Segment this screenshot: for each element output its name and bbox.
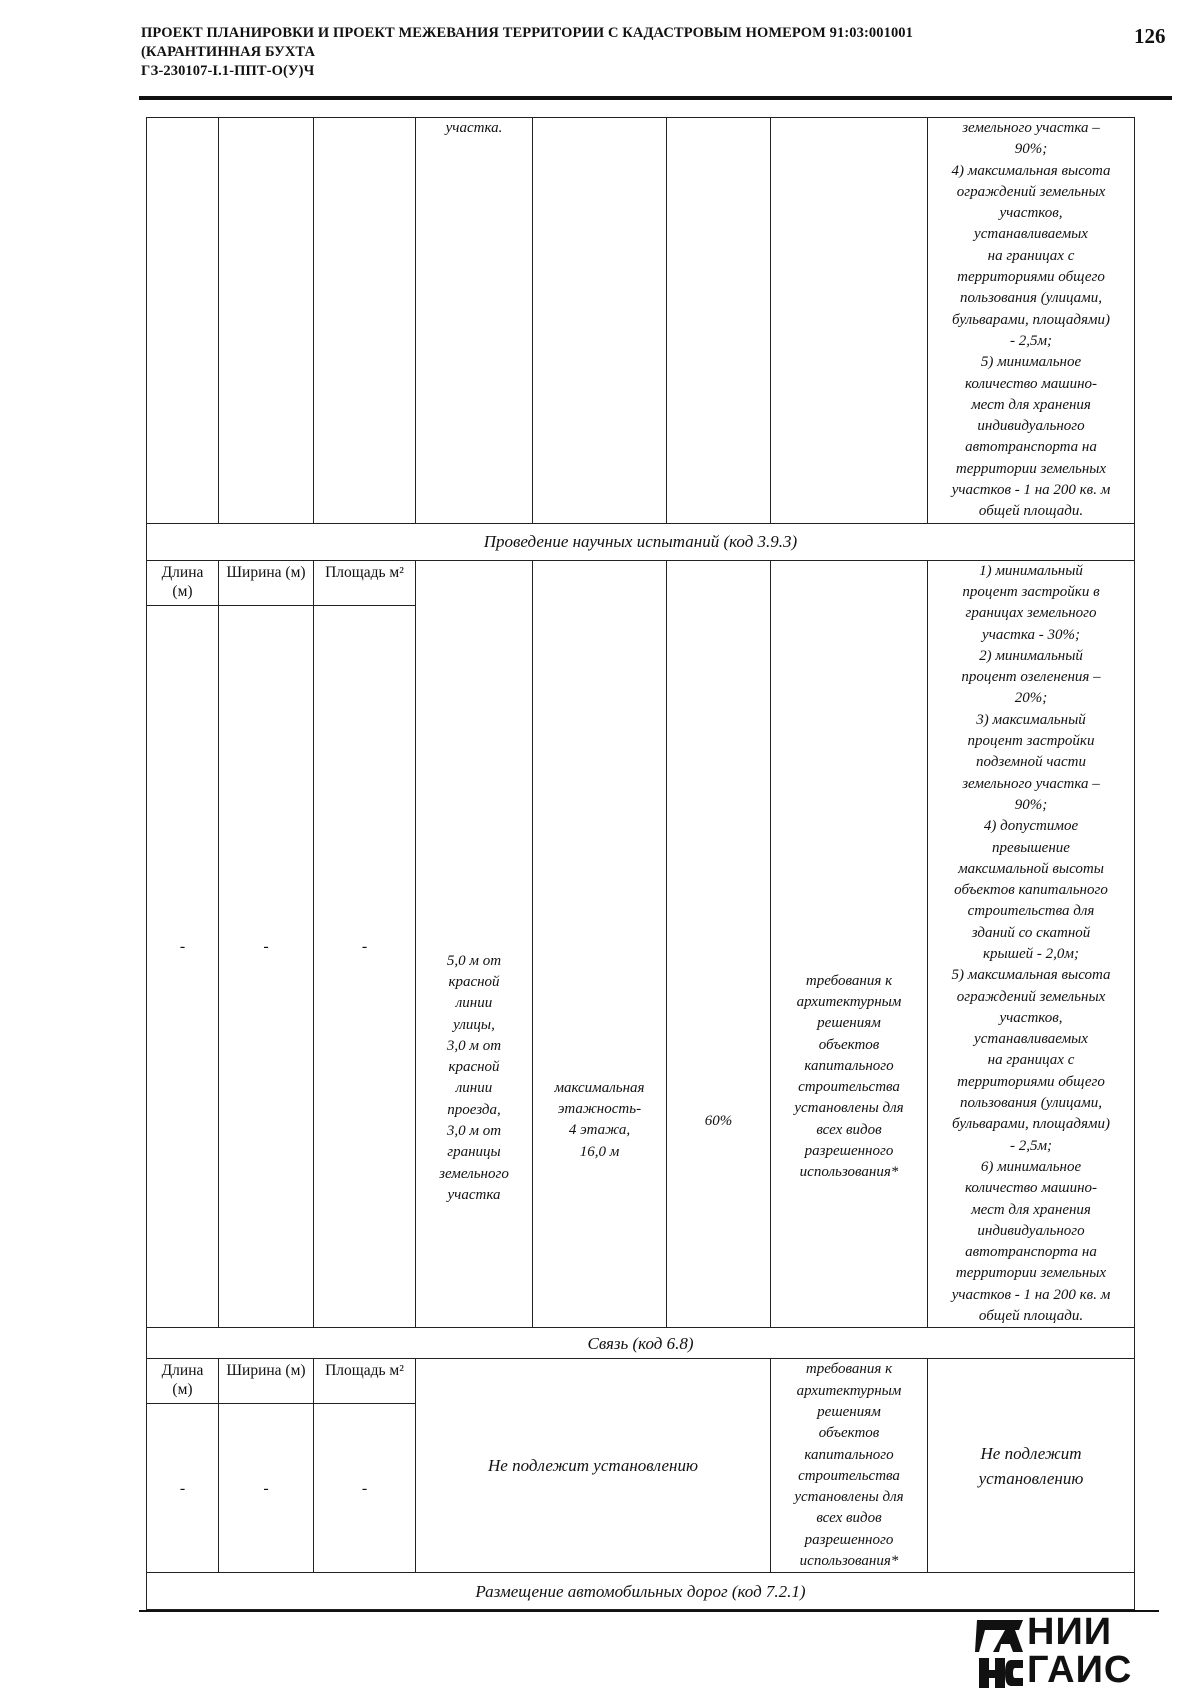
text-line: участка - 30%; (982, 626, 1080, 643)
text-line: максимальной высоты (958, 860, 1104, 877)
text-line: участков - 1 на 200 кв. м (951, 482, 1111, 499)
area-value: - (314, 605, 416, 1328)
params-not-set: Не подлежит установлению (978, 1443, 1084, 1488)
setback-cell (416, 560, 533, 1328)
section-title: Размещение автомобильных дорог (код 7.2.1) (147, 1573, 1135, 1610)
logo-line-2: ГАИС (1027, 1649, 1133, 1691)
text-line: архитектурным (796, 993, 902, 1010)
text-line: 4) допустимое (983, 818, 1079, 835)
text-line: бульварами, площадями) (952, 1116, 1110, 1133)
section-title: Проведение научных испытаний (код 3.9.3) (147, 523, 1135, 560)
text-line: мест для хранения (971, 396, 1091, 413)
text-line: общей площади. (978, 503, 1084, 520)
text-line: границах земельного (965, 605, 1097, 622)
header-title-line-2: (КАРАНТИННАЯ БУХТА (141, 44, 316, 60)
column-header-area: Площадь м² (314, 560, 416, 605)
text-line: разрешенного (804, 1143, 894, 1160)
text-line: процент застройки в (962, 583, 1100, 600)
text-line: 5) минимальное (980, 354, 1082, 371)
text-line: участков, (999, 1009, 1063, 1026)
logo-mark-icon (975, 1616, 1025, 1692)
params-list (932, 118, 1130, 523)
text-line: - 2,5м; (1009, 332, 1053, 349)
header-rule (139, 96, 1172, 100)
text-line: пользования (улицами, (959, 1095, 1103, 1112)
text-line: 4 этажа, (568, 1122, 631, 1139)
text-line: количество машино- (964, 1180, 1098, 1197)
params-cell (928, 560, 1135, 1328)
text-line: 1) минимальный (979, 562, 1083, 579)
requirements-cell (771, 560, 928, 1328)
text-line: строительства для (967, 903, 1095, 920)
text-line: земельного участка – (962, 775, 1100, 792)
text-line: пользования (улицами, (959, 290, 1103, 307)
setback-cell: участка. (416, 118, 533, 524)
text-line: 3,0 м от (446, 1123, 502, 1140)
table-row-header (147, 560, 1135, 605)
table-row-continuation (147, 118, 1135, 524)
text-line: разрешенного (804, 1531, 894, 1548)
section-title-row (147, 523, 1135, 560)
text-line: 4) максимальная высота (951, 162, 1111, 179)
text-line: линии (455, 995, 493, 1012)
text-line: процент озеленения – (961, 669, 1101, 686)
section-title-row (147, 1328, 1135, 1359)
text-line: на границах с (987, 247, 1075, 264)
text-line: 90%; (1014, 141, 1048, 158)
text-line: архитектурным (796, 1382, 902, 1399)
text-line: капитального (804, 1446, 894, 1463)
text-line: устанавливаемых (974, 226, 1088, 243)
text-line: зданий со скатной (971, 924, 1091, 941)
text-line: 20%; (1014, 690, 1048, 707)
text-line: улицы, (453, 1016, 495, 1033)
text-line: ограждений земельных (956, 988, 1106, 1005)
text-line: участка (447, 1186, 501, 1203)
floors-cell (533, 560, 667, 1328)
text-line: индивидуального (977, 1222, 1085, 1239)
not-set-cell: Не подлежит установлению (416, 1359, 771, 1573)
text-line: 16,0 м (579, 1143, 620, 1160)
text-line: 5) максимальная высота (951, 967, 1111, 984)
setback-list (420, 951, 528, 1207)
text-line: строительства (798, 1079, 900, 1096)
column-header-length: Длина (м) (147, 1359, 219, 1404)
text-line: подземной части (976, 754, 1086, 771)
regulations-table (146, 117, 1135, 1610)
text-line: общей площади. (978, 1308, 1084, 1325)
text-line: земельного участка – (962, 120, 1100, 136)
text-line: 6) минимальное (980, 1158, 1082, 1175)
text-line: всех видов (816, 1121, 882, 1138)
text-line: 3) максимальный (976, 711, 1086, 728)
requirements-list (775, 1359, 923, 1572)
text-line: проезда, (447, 1101, 501, 1118)
header-document-code: ГЗ-230107-I.1-ППТ-О(У)Ч (141, 63, 315, 79)
text-line: использования* (799, 1553, 899, 1569)
text-line: решениям (817, 1403, 881, 1420)
column-header-area: Площадь м² (314, 1359, 416, 1404)
text-line: всех видов (816, 1510, 882, 1527)
width-value: - (219, 605, 314, 1328)
text-line: 5,0 м от (446, 952, 502, 969)
section-title: Связь (код 6.8) (147, 1328, 1135, 1359)
requirements-list (775, 971, 923, 1184)
text-line: территориями общего (957, 269, 1105, 286)
text-line: объектов капитального (954, 882, 1108, 899)
text-line: красной (448, 973, 500, 990)
text-line: автотранспорта на (965, 1244, 1097, 1261)
logo-line-1: НИИ (1027, 1611, 1113, 1653)
length-value: - (147, 605, 219, 1328)
column-header-length: Длина (м) (147, 560, 219, 605)
text-line: 3,0 м от (446, 1037, 502, 1054)
text-line: участков, (999, 205, 1063, 222)
requirements-cell (771, 1359, 928, 1573)
text-line: ограждений земельных (956, 183, 1106, 200)
text-line: мест для хранения (971, 1201, 1091, 1218)
coverage-cell: 60% (667, 560, 771, 1328)
text-line: максимальная (554, 1079, 645, 1096)
text-line: установлены для (794, 1100, 904, 1117)
text-line: линии (455, 1080, 493, 1097)
text-line: границы (447, 1144, 501, 1161)
text-line: территориями общего (957, 1073, 1105, 1090)
text-line: красной (448, 1059, 500, 1076)
text-line: количество машино- (964, 375, 1098, 392)
text-line: устанавливаемых (974, 1031, 1088, 1048)
text-line: 2) минимальный (979, 647, 1083, 664)
text-line: процент застройки (967, 733, 1095, 750)
text-line: территории земельных (955, 460, 1107, 477)
params-not-set-cell (928, 1359, 1135, 1573)
text-line: строительства (798, 1467, 900, 1484)
text-line: установлены для (794, 1489, 904, 1506)
text-line: крышей - 2,0м; (983, 945, 1079, 962)
area-value: - (314, 1404, 416, 1573)
text-line: требования к (805, 1361, 893, 1378)
text-line: автотранспорта на (965, 439, 1097, 456)
text-line: превышение (992, 839, 1070, 856)
text-line: капитального (804, 1057, 894, 1074)
text-line: бульварами, площадями) (952, 311, 1110, 328)
text-line: - 2,5м; (1009, 1137, 1053, 1154)
text-line: индивидуального (977, 418, 1085, 435)
column-header-width: Ширина (м) (219, 560, 314, 605)
text-line: решениям (817, 1015, 881, 1032)
text-line: на границах с (987, 1052, 1075, 1069)
floors-list (537, 1078, 662, 1163)
document-header (141, 24, 1171, 81)
table-row-header (147, 1359, 1135, 1404)
text-line: этажность- (557, 1100, 642, 1117)
text-line: территории земельных (955, 1265, 1107, 1282)
text-line: объектов (818, 1036, 880, 1053)
length-value: - (147, 1404, 219, 1573)
company-logo (975, 1612, 1165, 1692)
width-value: - (219, 1404, 314, 1573)
header-title-line-1: ПРОЕКТ ПЛАНИРОВКИ И ПРОЕКТ МЕЖЕВАНИЯ ТЕРРИТОРИИ С КАДАСТРОВЫМ НОМЕРОМ 91:03:001001 (141, 25, 914, 41)
page-number: 126 (1134, 24, 1166, 48)
text-line: использования* (799, 1164, 899, 1181)
params-list (932, 561, 1130, 1328)
section-title-row (147, 1573, 1135, 1610)
text-line: 90%; (1014, 796, 1048, 813)
text-line: объектов (818, 1425, 880, 1442)
params-cell (928, 118, 1135, 524)
text-line: участков - 1 на 200 кв. м (951, 1286, 1111, 1303)
text-line: земельного (439, 1165, 509, 1182)
column-header-width: Ширина (м) (219, 1359, 314, 1404)
text-line: требования к (805, 972, 893, 989)
